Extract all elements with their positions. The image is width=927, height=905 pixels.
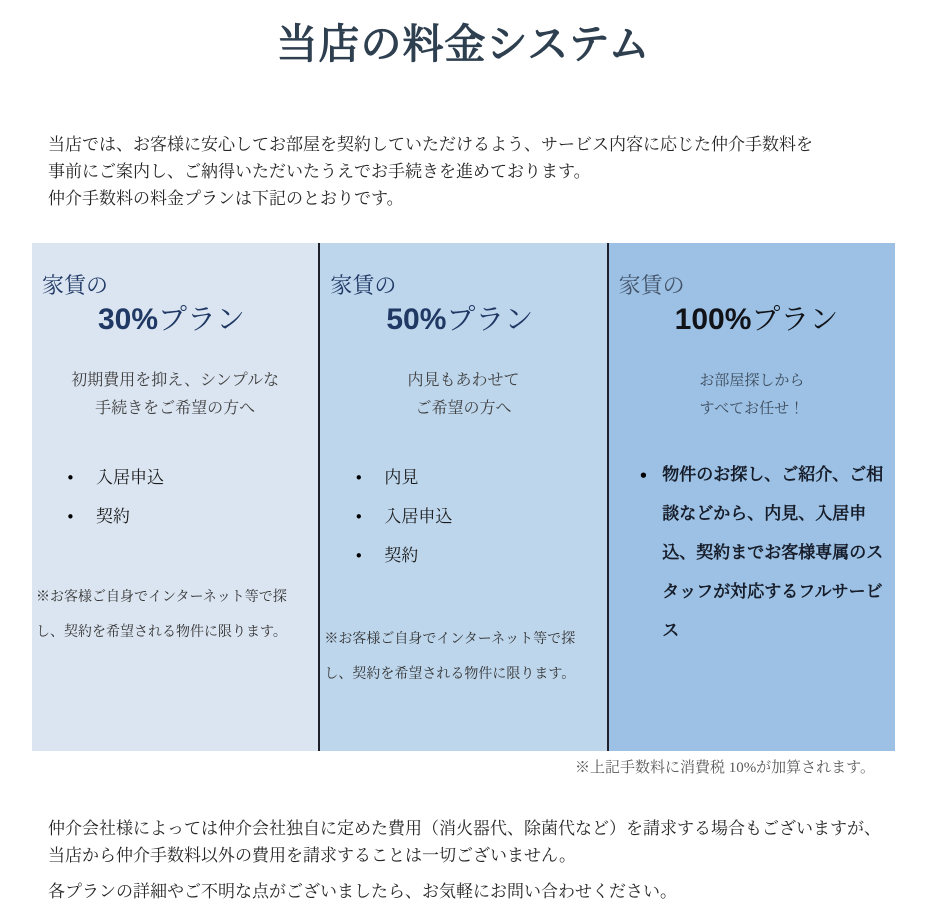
plan-column-50	[318, 243, 606, 751]
plan-item-label: 入居申込	[96, 468, 164, 487]
bullet-icon: •	[638, 467, 649, 485]
plan-item-label: 入居申込	[384, 507, 453, 526]
plan-description-line: ご希望の方へ	[415, 400, 512, 417]
plan-heading	[98, 302, 318, 343]
plan-note: ※お客様ご自身でインターネット等で探し、契約を希望される物件に限ります。	[324, 632, 576, 682]
plan-suffix: プラン	[158, 304, 246, 336]
plan-description-line: 内見もあわせて	[407, 372, 520, 389]
plan-description-line: 初期費用を抑え、シンプルな	[71, 372, 280, 389]
intro-paragraph	[48, 131, 887, 212]
plan-suffix: プラン	[446, 304, 534, 336]
plan-description	[609, 367, 895, 423]
list-item	[354, 506, 606, 528]
plan-prefix: 家賃の	[330, 273, 397, 298]
bullet-icon: •	[66, 469, 75, 487]
plan-heading	[386, 302, 606, 343]
plan-column-100	[607, 243, 895, 751]
list-item	[66, 467, 318, 489]
list-item	[354, 545, 606, 567]
plan-percent: 30%	[98, 303, 159, 336]
plan-item-list	[354, 467, 606, 567]
plan-item-list	[66, 467, 318, 528]
tax-footnote: ※上記手数料に消費税 10%が加算されます。	[574, 760, 875, 776]
footer-line: 仲介会社様によっては仲介会社独自に定めた費用（消火器代、除菌代など）を請求する場合もございますが、	[48, 819, 881, 838]
bullet-icon: •	[66, 508, 75, 526]
plans-table	[32, 243, 895, 751]
plan-column-30	[32, 243, 318, 751]
plan-item-list	[639, 455, 885, 650]
plan-item-label: 内見	[384, 468, 419, 487]
plan-prefix: 家賃の	[42, 273, 109, 298]
footer-line: 各プランの詳細やご不明な点がございましたら、お気軽にお問い合わせください。	[48, 882, 677, 901]
intro-line: 仲介手数料の料金プランは下記のとおりです。	[48, 189, 404, 208]
plan-note: ※お客様ご自身でインターネット等で探し、契約を希望される物件に限ります。	[36, 590, 287, 640]
plan-description-line: 手続きをご希望の方へ	[95, 400, 256, 417]
plan-prefix: 家賃の	[618, 273, 685, 298]
bullet-icon: •	[354, 469, 364, 487]
plan-item-label: 物件のお探し、ご紹介、ご相談などから、内見、入居申込、契約までお客様専属のスタッフが対応するフルサービス	[662, 465, 884, 640]
footer-line: 当店から仲介手数料以外の費用を請求することは一切ございません。	[48, 846, 577, 865]
plan-description-line: すべてお任せ！	[699, 401, 805, 417]
plan-description-line: お部屋探しから	[699, 373, 805, 389]
plan-suffix: プラン	[751, 304, 839, 336]
intro-line: 当店では、お客様に安心してお部屋を契約していただけるよう、サービス内容に応じた仲介手数料を	[48, 135, 813, 154]
plan-item-label: 契約	[384, 546, 419, 565]
plan-heading	[675, 302, 895, 343]
bullet-icon: •	[354, 508, 364, 526]
plan-percent: 100%	[674, 303, 752, 336]
plan-item-label: 契約	[96, 507, 130, 526]
list-item	[354, 467, 606, 489]
list-item	[639, 455, 885, 650]
list-item	[66, 506, 318, 528]
footer-paragraphs	[48, 815, 887, 905]
bullet-icon: •	[354, 547, 364, 565]
plan-description	[32, 367, 318, 423]
plan-percent: 50%	[386, 303, 447, 336]
plan-description	[320, 367, 606, 423]
page-title: 当店の料金システム	[276, 21, 651, 67]
intro-line: 事前にご案内し、ご納得いただいたうえでお手続きを進めております。	[48, 162, 591, 181]
